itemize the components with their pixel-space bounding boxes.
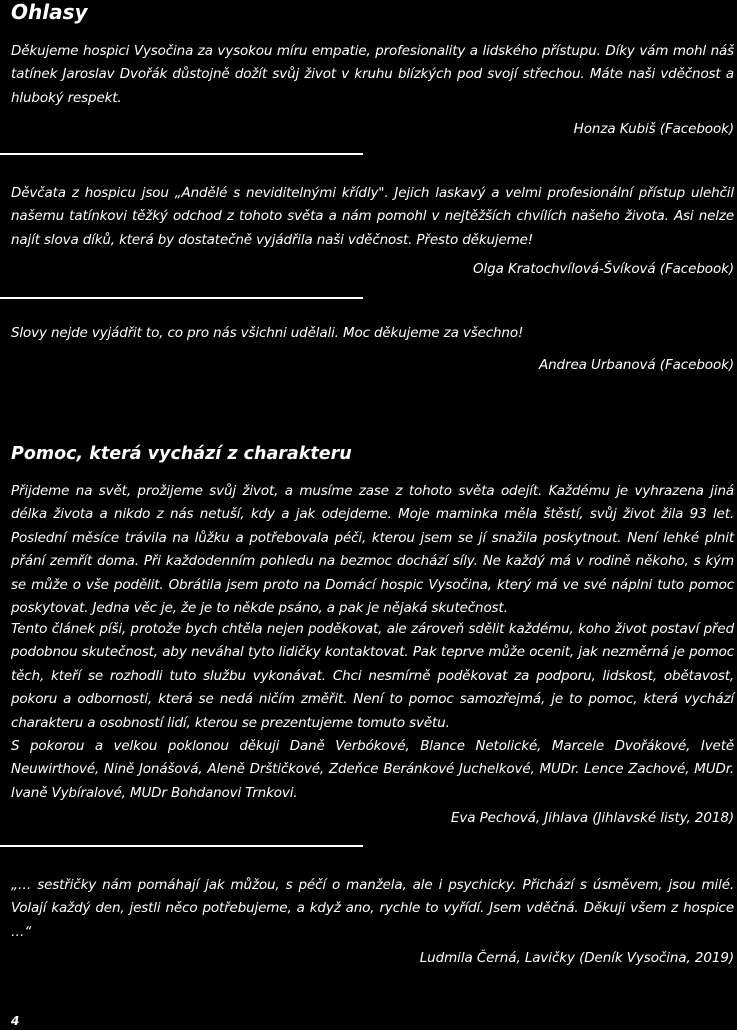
article-paragraph-2: Tento článek píši, protože bych chtěla nejen poděkovat, ale zároveň sdělit každému, koho život postaví před podobnou skutečnost, aby neváhal tyto lidičky kontaktovat. Pak teprve může ocenit, jak nezměrná je pomoc těch, kteří se rozhodli tuto službu vykonávat. Chci nesmírně poděkovat za podporu, lidskost, obětavost, pokoru a odbornosti, která se nedá ničím změřit. Není to pomoc samozřejmá, je to pomoc, která vychází charakteru a osobností lidí, kterou se prezentujeme tomuto světu.: [11, 621, 734, 731]
quote-author: Ludmila Černá, Lavičky (Deník Vysočina, 2019): [419, 950, 734, 966]
divider-2: [0, 297, 363, 299]
testimonial-author-3: Andrea Urbanová (Facebook): [538, 357, 734, 373]
article-paragraph-1: Přijdeme na svět, prožijeme svůj život, a musíme zase z tohoto světa odejít. Každému je vyhrazena jiná délka života a nikdo z nás netuší, kdy a jak odejdeme. Moje maminka měla štěstí, svůj život žila 93 let. Poslední měsíce trávila na lůžku a potřebovala péči, kterou jsem se jí snažila poskytnout. Není lehké plnit přání zemřít doma. Při každodenním pohledu na bezmoc dochází síly. Ne každý má v rodině někoho, s kým se může o vše podělit. Obrátila jsem proto na Domácí hospic Vysočina, který má ve své náplni tuto pomoc poskytovat. Jedna věc je, že je to někde psáno, a pak je nějaká skutečnost.: [11, 483, 734, 617]
divider-3: [0, 845, 363, 847]
article-author: Eva Pechová, Jihlava (Jihlavské listy, 2018): [450, 810, 734, 826]
testimonial-text-2: Děvčata z hospicu jsou „Andělé s neviditelnými křídly". Jejich laskavý a velmi profesionální přístup ulehčil našemu tatínkovi těžký odchod z tohoto světa a nám pomohl v nejtěžších chvílích našeho života. Asi nelze najít slova díků, která by dostatečně vyjádřila naši vděčnost. Přesto děkujeme!: [11, 185, 734, 248]
section-title-pomoc: Pomoc, která vychází z charakteru: [11, 444, 352, 464]
quote-text: „… sestřičky nám pomáhají jak můžou, s péčí o manžela, ale i psychicky. Přichází s úsměvem, jsou milé. Volají každý den, jestli něco potřebujeme, a když ano, rychle to vyřídí. Jsem vděčná. Děkuji všem z hospice …“: [11, 877, 734, 940]
testimonial-text-1: Děkujeme hospici Vysočina za vysokou míru empatie, profesionality a lidského přístupu. Díky vám mohl náš tatínek Jaroslav Dvořák důstojně dožít svůj život v kruhu blízkých pod svojí střechou. Máte naši vděčnost a hluboký respekt.: [11, 43, 734, 106]
article-paragraph-3: S pokorou a velkou poklonou děkuji Daně Verbókové, Blance Netolické, Marcele Dvořákové, Ivetě Neuwirthové, Nině Jonášová, Aleně Drštičkové, Zdeňce Beránkové Juchelkové, MUDr. Lence Zachové, MUDr. Ivaně Vybíralové, MUDr Bohdanovi Trnkovi.: [11, 738, 734, 801]
testimonial-author-2: Olga Kratochvílová-Švíková (Facebook): [472, 261, 734, 277]
testimonial-text-3: Slovy nejde vyjádřit to, co pro nás všichni udělali. Moc děkujeme za všechno!: [11, 325, 524, 341]
testimonial-author-1: Honza Kubiš (Facebook): [573, 121, 734, 137]
section-title-ohlasy: Ohlasy: [11, 0, 88, 24]
divider-1: [0, 153, 363, 155]
page-number: 4: [11, 1014, 20, 1028]
